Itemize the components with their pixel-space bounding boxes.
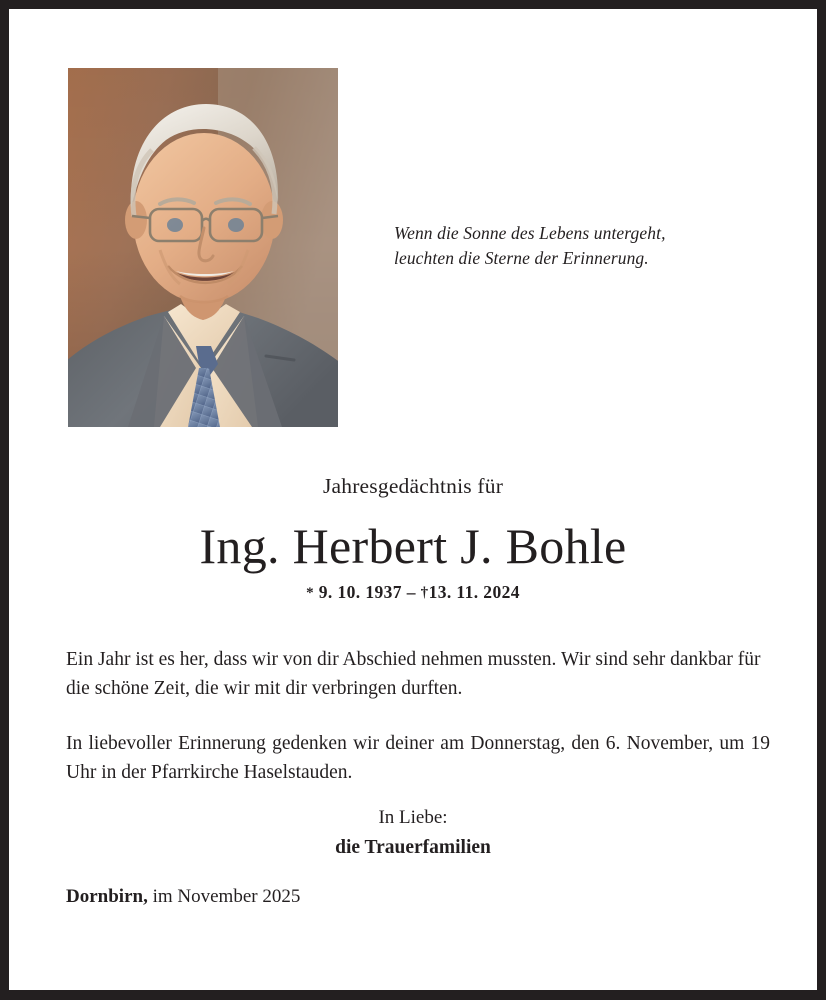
died-symbol: † — [420, 585, 429, 601]
footer-line — [66, 883, 300, 910]
memorial-quote — [394, 221, 754, 271]
footer-place: Dornbirn, — [66, 886, 148, 907]
body-paragraph-2: In liebevoller Erinnerung gedenken wir deiner am Donnerstag, den 6. November, um 19 Uhr in der Pfarrkirche Haselstauden. — [66, 733, 770, 783]
life-dates — [9, 580, 817, 605]
deceased-name: Ing. Herbert J. Bohle — [199, 518, 627, 574]
memorial-kicker: Jahresgedächtnis für — [322, 474, 504, 498]
closing-lead: In Liebe: — [378, 807, 448, 828]
quote-line-2: leuchten die Sterne der Erinnerung. — [394, 248, 649, 268]
body-paragraph-1: Ein Jahr ist es her, dass wir von dir Abschied nehmen mussten. Wir sind sehr dankbar für die schöne Zeit, die wir mit dir verbringen durften. — [66, 649, 761, 699]
footer-date: im November 2025 — [152, 886, 301, 907]
born-symbol: * — [306, 585, 314, 601]
date-separator: – — [406, 582, 416, 602]
portrait-photo — [68, 68, 338, 427]
obituary-card — [9, 9, 817, 990]
died-date: 13. 11. 2024 — [428, 582, 520, 602]
memorial-body — [66, 645, 770, 787]
closing-block — [9, 804, 817, 862]
portrait-illustration — [68, 68, 338, 427]
closing-family: die Trauerfamilien — [335, 837, 491, 858]
born-date: 9. 10. 1937 — [318, 582, 402, 602]
memorial-block — [9, 471, 817, 605]
quote-line-1: Wenn die Sonne des Lebens untergeht, — [394, 223, 666, 243]
